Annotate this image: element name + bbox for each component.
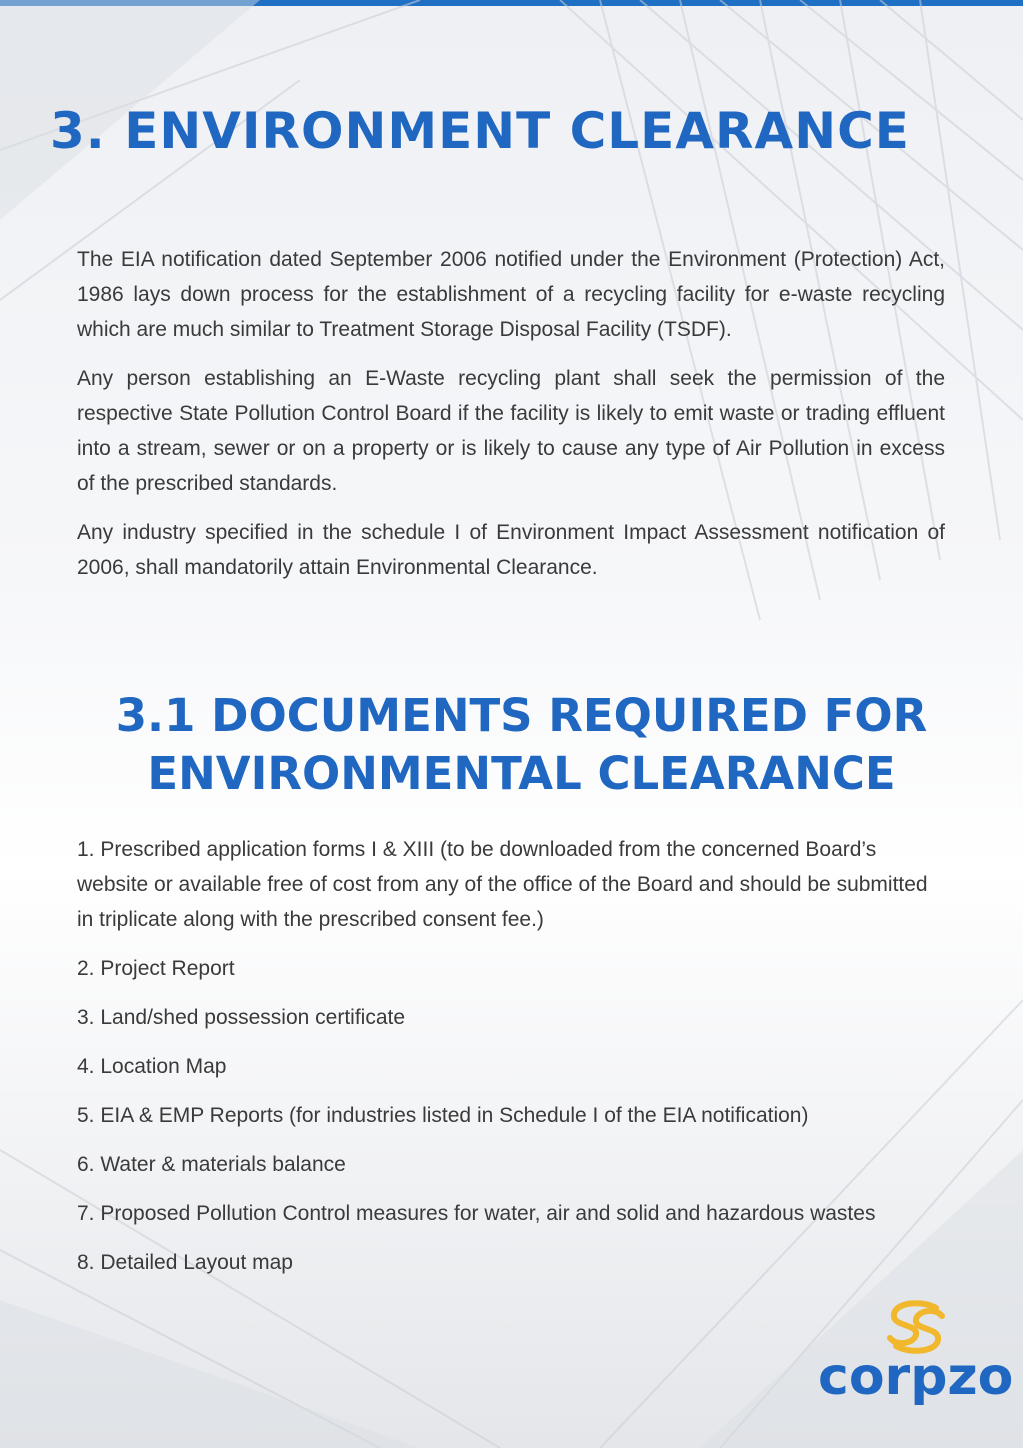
- section-heading-line-2: ENVIRONMENTAL CLEARANCE: [147, 747, 896, 800]
- documents-list: [77, 832, 947, 1294]
- corpzo-wordmark: corpzo: [818, 1347, 1014, 1407]
- page-title: 3. ENVIRONMENT CLEARANCE: [50, 102, 910, 160]
- section-heading-line-1: 3.1 DOCUMENTS REQUIRED FOR: [115, 689, 928, 742]
- list-item: 8. Detailed Layout map: [77, 1251, 293, 1274]
- list-item: 5. EIA & EMP Reports (for industries listed in Schedule I of the EIA notification): [77, 1104, 809, 1127]
- paragraph-eia-notification: The EIA notification dated September 2006 notified under the Environment (Protection) Act, 1986 lays down process for the establishment of a recycling facility for e-waste recycling which are much similar to Treatment Storage Disposal Facility (TSDF).: [77, 248, 945, 341]
- list-item: 4. Location Map: [77, 1055, 227, 1078]
- paragraph-schedule-i: Any industry specified in the schedule I of Environment Impact Assessment notification of 2006, shall mandatorily attain Environmental Clearance.: [77, 521, 945, 579]
- section-heading-documents: [60, 687, 983, 803]
- list-item: 7. Proposed Pollution Control measures for water, air and solid and hazardous wastes: [77, 1202, 876, 1225]
- list-item: 3. Land/shed possession certificate: [77, 1006, 406, 1029]
- paragraph-permission: Any person establishing an E-Waste recycling plant shall seek the permission of the respective State Pollution Control Board if the facility is likely to emit waste or trading effluent into a stream, sewer or on a property or is likely to cause any type of Air Pollution in excess of the prescribed standards.: [77, 367, 945, 495]
- intro-paragraphs: [77, 242, 945, 599]
- list-item: 6. Water & materials balance: [77, 1153, 346, 1176]
- corpzo-logo: [818, 1298, 1014, 1428]
- list-item: 2. Project Report: [77, 957, 235, 980]
- list-item: 1. Prescribed application forms I & XIII (to be downloaded from the concerned Board’s website or available free of cost from any of the office of the Board and should be submitted in triplicate along with the prescribed consent fee.): [77, 838, 928, 931]
